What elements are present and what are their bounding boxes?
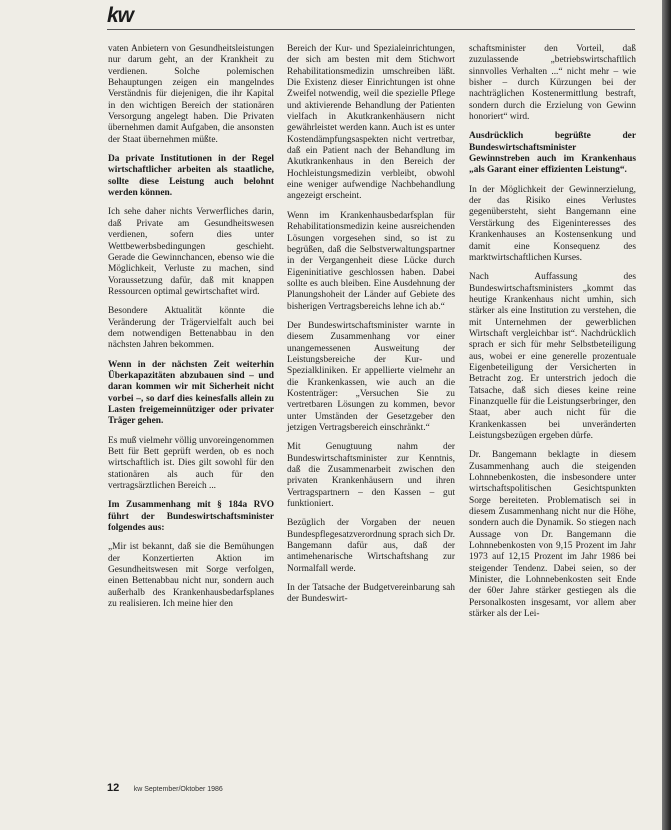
paragraph: Ausdrücklich begrüßte der Bundeswirtschaftsminister Gewinnstreben auch im Krankenhaus „als Garant einer effizienten Leistung“. <box>469 131 636 176</box>
magazine-logo: kw <box>107 4 134 27</box>
issue-line: kw September/Oktober 1986 <box>133 786 223 793</box>
paragraph: Wenn im Krankenhausbedarfsplan für Rehabilitationsmedizin keine ausreichenden Lösungen vorgesehen sind, so ist zu begrüßen, daß die Selbstverwaltungspartner in der Vergangenheit diese Lücke durch Eigeninitiative geschlossen haben. Dabei sollte es auch bleiben. Eine Ausdehnung der Planungshoheit der Länder auf Gebiete des bisherigen Vertragsbereichs lehne ich ab.“ <box>287 210 455 312</box>
paragraph: Dr. Bangemann beklagte in diesem Zusammenhang auch die steigenden Lohnnebenkosten, die insbesondere unter wirtschaftspolitischen Gesichtspunkten Sorge bereiteten. Problematisch sei in diesem Zusammenhang nicht nur die Höhe, sondern auch die Dynamik. So stiegen nach Aussage von Dr. Bangemann die Lohnnebenkosten von 9,15 Prozent im Jahr 1973 auf 12,15 Prozent im Jahr 1986 bei steigender Tendenz. Dabei seien, so der Minister, die Lohnnebenkosten seit Ende der 60er Jahre stärker gestiegen als die Personalkosten insgesamt, vor allem aber stärker als der Lei- <box>469 450 636 620</box>
paragraph: Da private Institutionen in der Regel wirtschaftlicher arbeiten als staatliche, sollte diese Leistung auch belohnt werden können. <box>108 154 274 199</box>
paragraph: Bezüglich der Vorgaben der neuen Bundespflegesatzverordnung sprach sich Dr. Bangemann dafür aus, daß der antimehenarische Wirtschaftshang zur Normalfall werde. <box>287 518 455 574</box>
paragraph: Nach Auffassung des Bundeswirtschaftsministers „kommt das heutige Krankenhaus nicht umhin, sich stärker als eine Institution zu verstehen, die mit Unternehmen der gewerblichen Wirtschaft vergleichbar ist“. Nachdrücklich sprach er sich für mehr Selbstbeteiligung aus, wobei er eine generelle prozentuale Eigenbeteiligung der Versicherten in Betracht zog. Er unterstrich jedoch die Tatsache, daß sich dieses keine reine Finanzquelle für die Leistungserbringer, den Staat, aber auch nicht für die Krankenkassen bei unveränderten Leistungsbezügen ergeben dürfe. <box>469 272 636 441</box>
paragraph: In der Möglichkeit der Gewinnerzielung, der das Risiko eines Verlustes gegenübersteht, sieht Bangemann eine Verstärkung des Eigeninteresses des Krankenhauses an Kostensenkung und damit eine Konsequenz des marktwirtschaftlichen Kurses. <box>469 184 636 263</box>
scan-edge-shadow <box>662 0 671 830</box>
page-footer <box>107 778 223 796</box>
paragraph: Bereich der Kur- und Spezialeinrichtungen, der sich am besten mit dem Stichwort Rehabilitationsmedizin umschreiben läßt. Die Existenz dieser Einrichtungen ist ohne Zweifel notwendig, weil die spezielle Pflege und aktivierende Behandlung der Patienten vielfach in Akutkrankenhäusern nicht gewährleistet werden kann. Auch ist es unter Kostendämpfungsaspekten nicht vertretbar, daß ein Patient nach der Behandlung im Akutkrankenhaus in den Bereich der Hochleistungsmedizin verbleibt, obwohl eine weniger aufwendige Nachbehandlung angezeigt erscheint. <box>287 44 455 202</box>
paragraph: Im Zusammenhang mit § 184a RVO führt der Bundeswirtschaftsminister folgendes aus: <box>108 500 274 534</box>
paragraph: In der Tatsache der Budgetvereinbarung sah der Bundeswirt- <box>287 583 455 605</box>
paragraph: Es muß vielmehr völlig unvoreingenommen Bett für Bett geprüft werden, ob es noch wirtschaftlich ist. Dies gilt sowohl für den stationären als auch für den vertragsärztlichen Bereich ... <box>108 435 274 492</box>
paragraph: Ich sehe daher nichts Verwerfliches darin, daß Private am Gesundheitswesen verdienen, sofern dies unter Wettbewerbsbedingungen geschieht. Gerade die Gewinnchancen, ebenso wie die Möglichkeit, Verluste zu machen, sind Voraussetzung dafür, daß mit knappen Ressourcen optimal gewirtschaftet wird. <box>108 207 274 297</box>
paragraph: Besondere Aktualität könnte die Veränderung der Trägervielfalt auch bei dem notwendigen Bettenabbau in den nächsten Jahren bekommen. <box>108 306 274 351</box>
paragraph: schaftsminister den Vorteil, daß zuzulassende „betriebswirtschaftlich sinnvolles Verhalten ...“ nicht mehr – wie bisher – durch Kürzungen bei der nachträglichen Kostenermittlung bestraft, sondern durch die Erzielung von Gewinn honoriert“ wird. <box>469 44 636 123</box>
text-column-3 <box>469 44 636 629</box>
page-number: 12 <box>107 782 120 794</box>
paragraph: Wenn in der nächsten Zeit weiterhin Überkapazitäten abzubauen sind – und daran kommen wir mit Sicherheit nicht vorbei –, so darf dies keinesfalls allein zu Lasten freigemeinnütziger oder privater Träger gehen. <box>108 359 274 427</box>
text-column-2 <box>287 44 455 614</box>
paragraph: „Mir ist bekannt, daß sie die Bemühungen der Konzertierten Aktion im Gesundheitswesen mit Sorge verfolgen, einen Bettenabbau nicht nur, sondern auch außerhalb des Krankenhausbedarfsplanes zu realisieren. Ich meine hier den <box>108 542 274 610</box>
paragraph: Mit Genugtuung nahm der Bundeswirtschaftsminister zur Kenntnis, daß die Zusammenarbeit zwischen den privaten Krankenhäusern und ihren Vertragspartnern – den Kassen – gut funktioniert. <box>287 442 455 510</box>
paragraph: vaten Anbietern von Gesundheitsleistungen nur darum geht, an der Krankheit zu verdienen. Solche polemischen Behauptungen zeigen ein mangelndes Verständnis für diejenigen, die ihr Kapital in den wichtigen Bereich der stationären Versorgung angelegt haben. Die Privaten übernehmen damit Aufgaben, die ansonsten der Staat übernehmen müßte. <box>108 44 274 145</box>
paragraph: Der Bundeswirtschaftsminister warnte in diesem Zusammenhang vor einer unangemessenen Ausweitung der Leistungsbereiche der Kur- und Spezialkliniken. Er appellierte vielmehr an die Krankenkassen, wie auch an die Kostenträger: „Versuchen Sie zu vertretbaren Lösungen zu kommen, bevor unter Umständen der Gesetzgeber den jetzigen Vertragsbereich einschränkt.“ <box>287 320 455 433</box>
text-column-1 <box>108 44 274 618</box>
header-rule <box>107 29 635 30</box>
